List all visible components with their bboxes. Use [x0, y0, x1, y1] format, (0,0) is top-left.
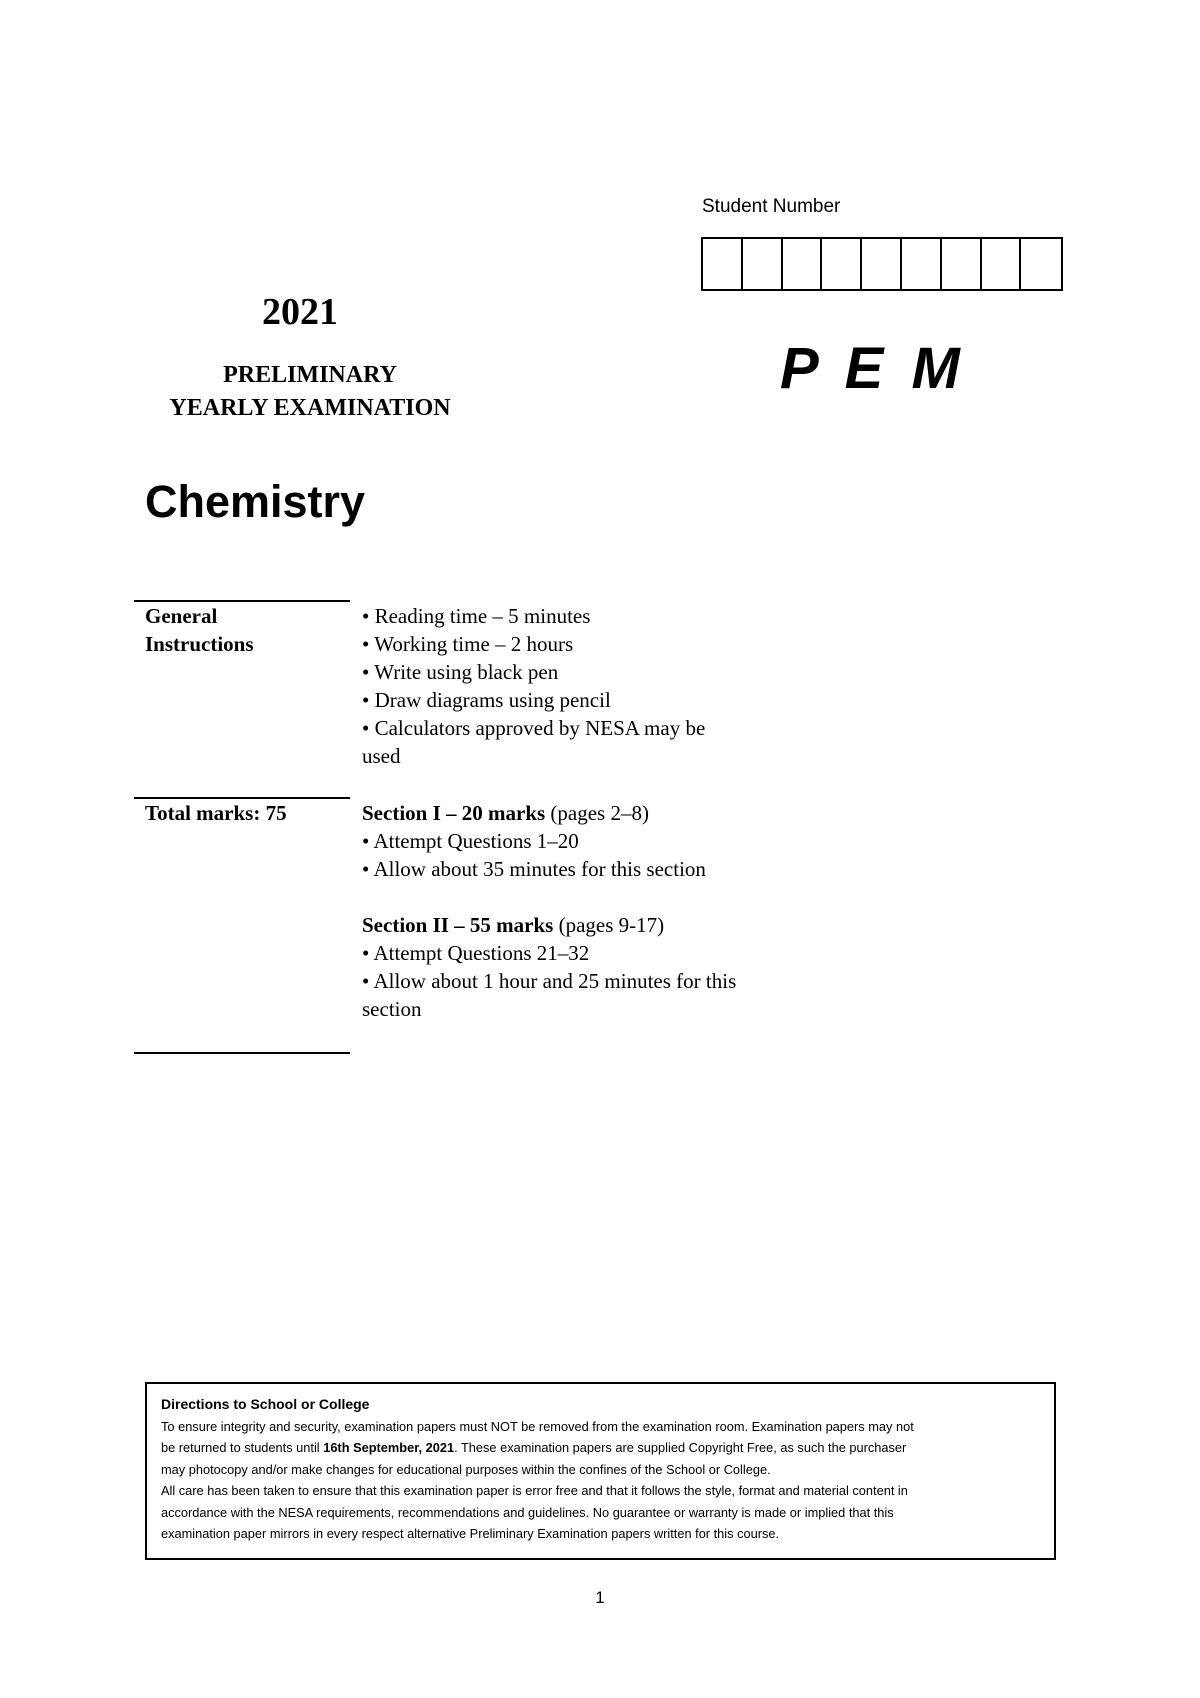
instruction-item: • Write using black pen — [362, 660, 559, 684]
instruction-item: used — [362, 744, 401, 768]
student-number-label: Student Number — [702, 196, 841, 217]
general-instructions-list — [362, 602, 822, 770]
student-number-digit-box[interactable] — [942, 239, 982, 289]
student-number-digit-box[interactable] — [902, 239, 942, 289]
section-2-heading — [362, 911, 822, 939]
student-number-digit-box[interactable] — [783, 239, 823, 289]
directions-text: be returned to students until — [161, 1440, 324, 1455]
general-instructions-heading-line: Instructions — [145, 632, 254, 656]
section-1-pages: (pages 2–8) — [545, 801, 649, 825]
section-item: • Attempt Questions 21–32 — [362, 941, 590, 965]
directions-line — [161, 1437, 1040, 1459]
directions-line: To ensure integrity and security, examination papers must NOT be removed from the examination room. Examination papers may not — [161, 1418, 914, 1434]
general-instructions-heading — [145, 602, 345, 658]
student-number-digit-box[interactable] — [982, 239, 1022, 289]
divider-rule — [134, 1052, 350, 1054]
instruction-item: • Draw diagrams using pencil — [362, 688, 611, 712]
instruction-item: • Reading time – 5 minutes — [362, 604, 591, 628]
directions-line: All care has been taken to ensure that this examination paper is error free and that it follows the style, format and material content in — [161, 1483, 908, 1498]
section-item: • Attempt Questions 1–20 — [362, 829, 579, 853]
student-number-digit-box[interactable] — [1021, 239, 1061, 289]
section-item: • Allow about 35 minutes for this section — [362, 857, 706, 881]
student-number-digit-box[interactable] — [743, 239, 783, 289]
directions-line: may photocopy and/or make changes for educational purposes within the confines of the School or College. — [161, 1461, 771, 1477]
directions-line: examination paper mirrors in every respect alternative Preliminary Examination papers written for this course. — [161, 1526, 780, 1541]
directions-box — [145, 1382, 1056, 1560]
subject-title: Chemistry — [145, 476, 366, 527]
section-2-title: Section II – 55 marks — [362, 913, 554, 937]
instruction-item: • Working time – 2 hours — [362, 632, 574, 656]
section-2-details — [362, 911, 822, 1023]
section-1-heading — [362, 799, 822, 827]
directions-text: . These examination papers are supplied Copyright Free, as such the purchaser — [454, 1440, 907, 1455]
section-item: • Allow about 1 hour and 25 minutes for this — [362, 969, 737, 993]
section-item: section — [362, 997, 422, 1021]
directions-title: Directions to School or College — [161, 1396, 370, 1412]
page-number: 1 — [595, 1588, 605, 1607]
student-number-digit-box[interactable] — [822, 239, 862, 289]
directions-line: accordance with the NESA requirements, recommendations and guidelines. No guarantee or warranty is made or implied that this — [161, 1504, 894, 1520]
exam-title-line-2: YEARLY EXAMINATION — [169, 395, 451, 421]
student-number-digit-box[interactable] — [703, 239, 743, 289]
general-instructions-heading-line: General — [145, 604, 218, 628]
directions-date: 16th September, 2021 — [323, 1440, 455, 1455]
instruction-item: • Calculators approved by NESA may be — [362, 716, 706, 740]
exam-title-line-1: PRELIMINARY — [223, 362, 397, 388]
section-1-title: Section I – 20 marks — [362, 801, 546, 825]
exam-year: 2021 — [262, 291, 338, 333]
section-2-pages: (pages 9-17) — [553, 913, 665, 937]
student-number-digit-box[interactable] — [862, 239, 902, 289]
total-marks: Total marks: 75 — [145, 801, 287, 825]
section-1-details — [362, 799, 822, 883]
pem-logo: P E M — [780, 336, 966, 401]
student-number-boxes[interactable] — [701, 237, 1063, 291]
